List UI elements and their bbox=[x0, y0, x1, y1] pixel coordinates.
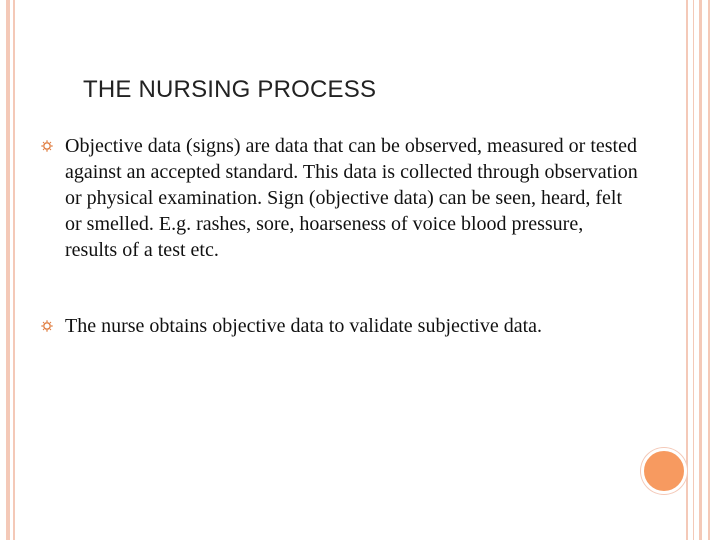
bullet-text: The nurse obtains objective data to validate subjective data. bbox=[65, 315, 543, 337]
left-border-stripe bbox=[6, 0, 10, 540]
right-border-stripe bbox=[699, 0, 702, 540]
sun-bullet-icon bbox=[41, 140, 53, 152]
bullet-list bbox=[40, 133, 640, 339]
left-border-stripe-thin bbox=[13, 0, 15, 540]
decorative-circle bbox=[641, 448, 687, 494]
right-border-stripe bbox=[693, 0, 694, 540]
bullet-text: Objective data (signs) are data that can be observed, measured or tested against an accepted standard. This data is collected through observation or physical examination. Sign (objective data) can be seen, heard, felt or smelled. E.g. rashes, sore, hoarseness of voice blood pressure, results of a test etc. bbox=[65, 135, 638, 261]
bullet-item bbox=[40, 313, 640, 339]
bullet-item bbox=[40, 133, 640, 263]
right-border-stripe bbox=[708, 0, 710, 540]
slide-title: THE NURSING PROCESS bbox=[83, 76, 377, 103]
right-border-stripe bbox=[686, 0, 688, 540]
sun-bullet-icon bbox=[41, 320, 53, 332]
